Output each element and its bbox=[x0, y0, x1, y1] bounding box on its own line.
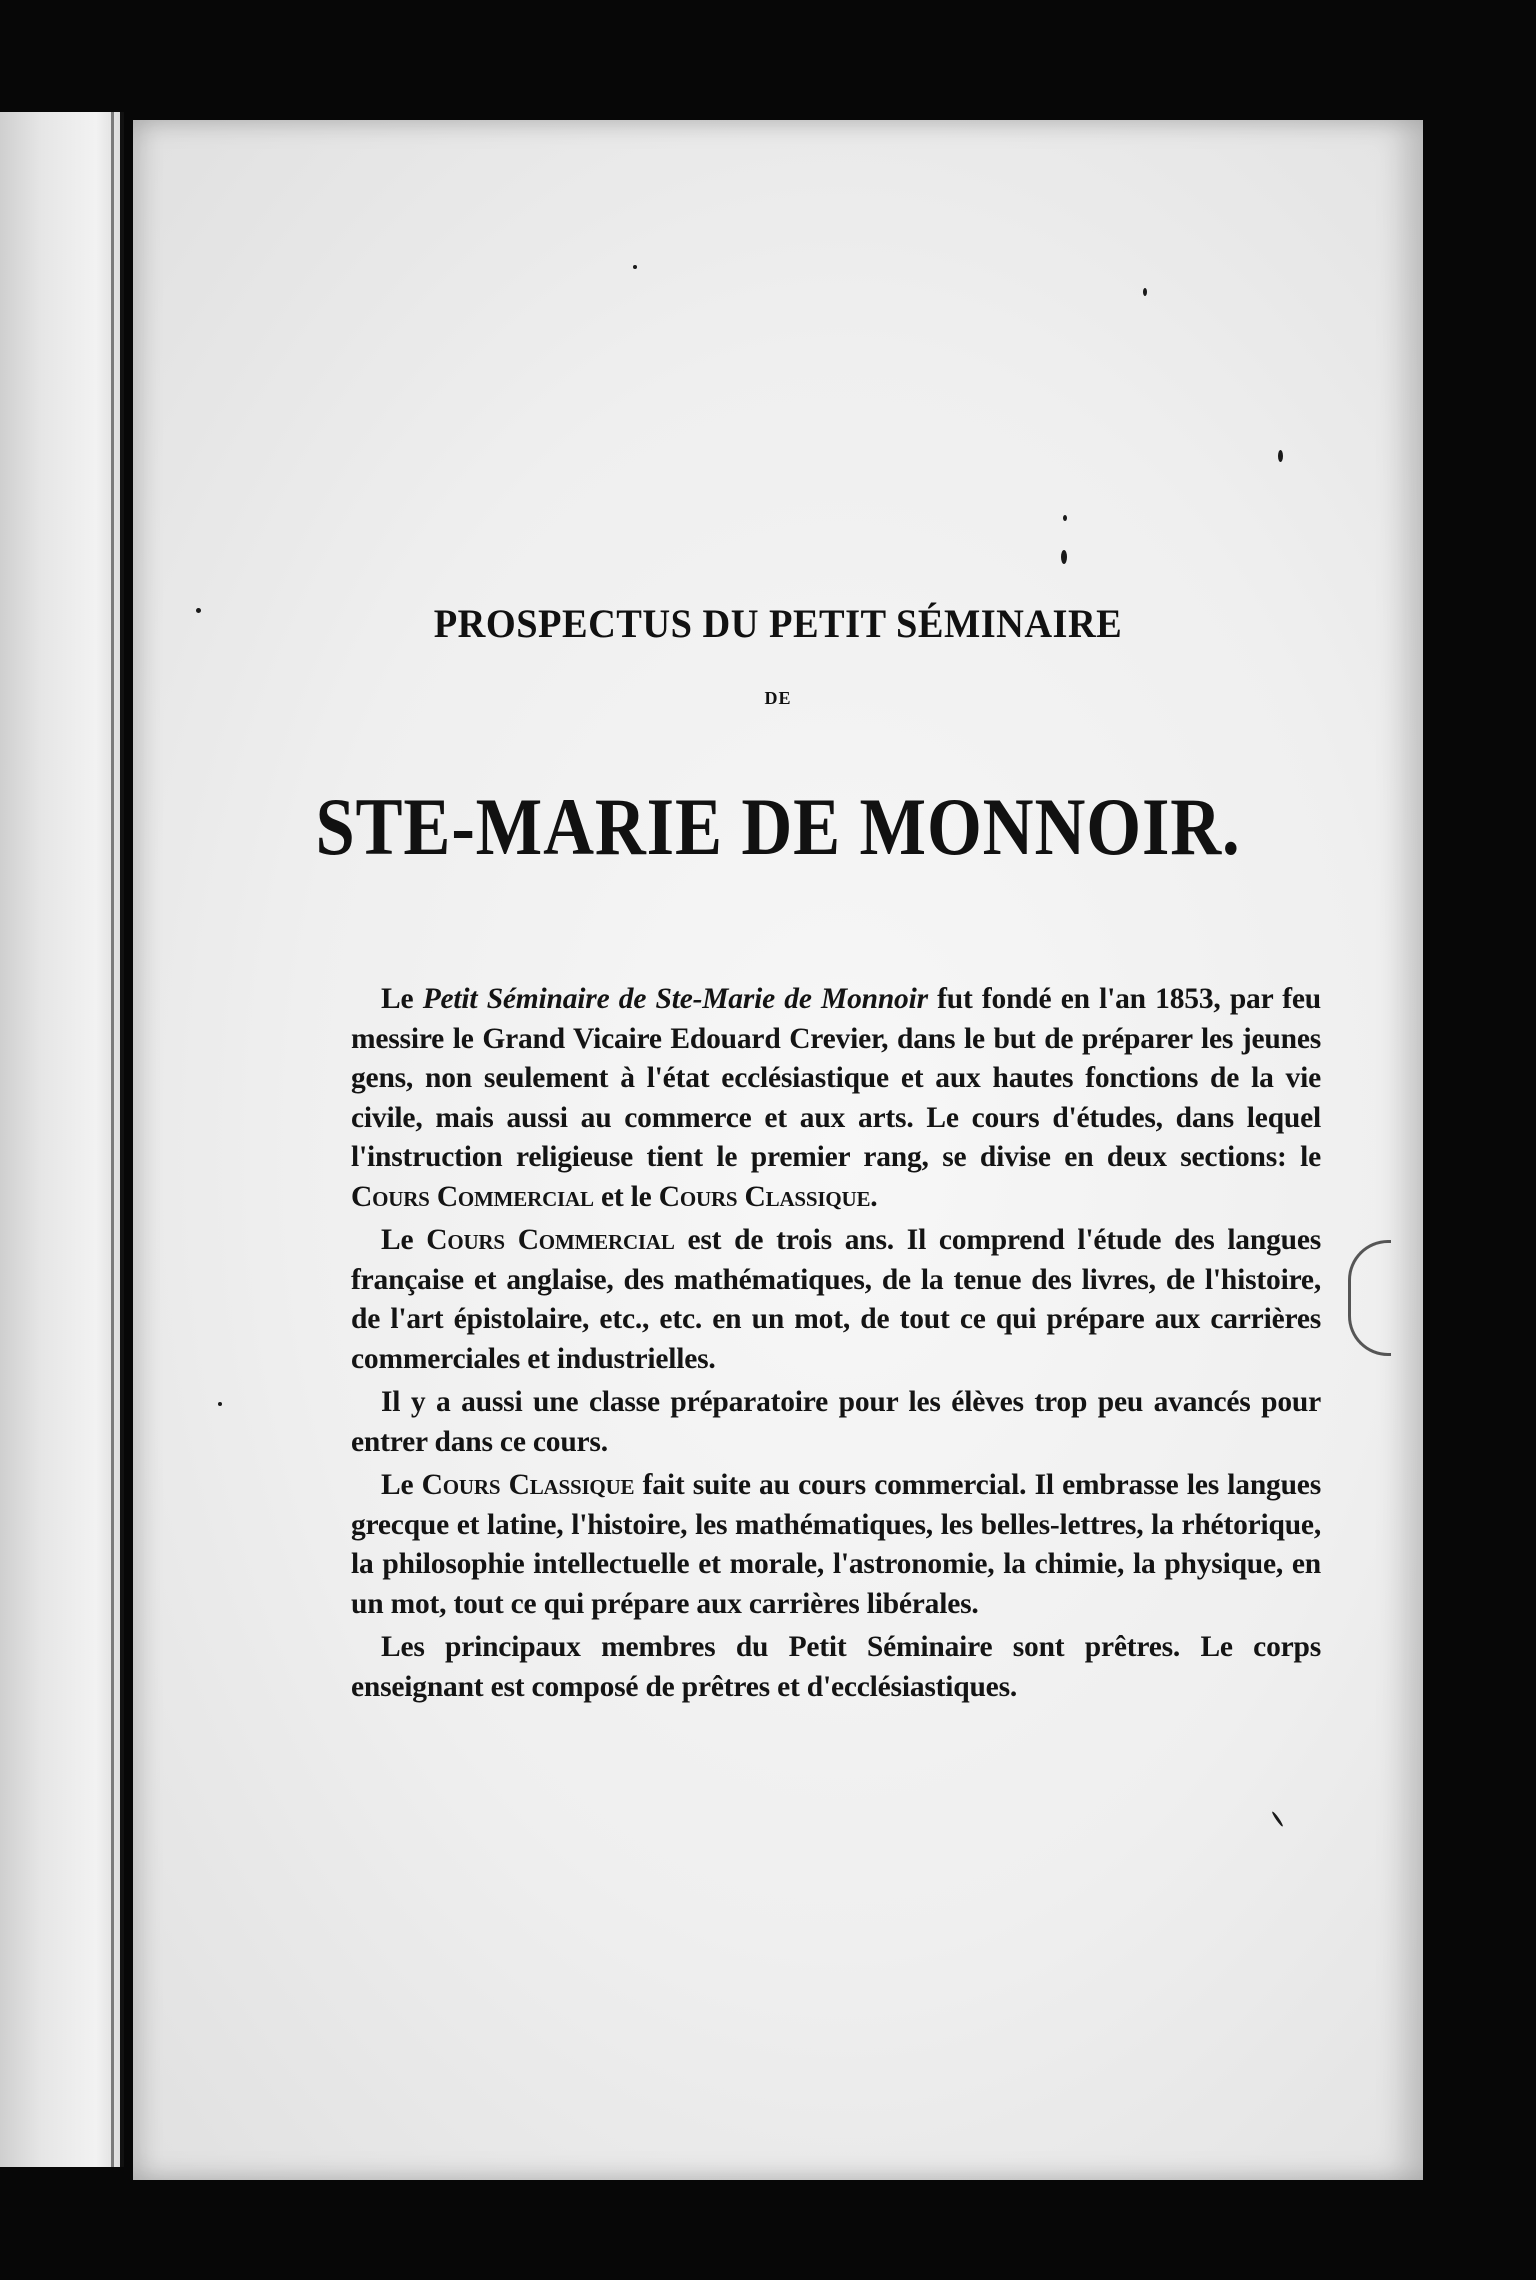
dust-speck bbox=[218, 1402, 222, 1406]
paragraph-commercial bbox=[351, 1221, 1321, 1379]
paragraph-preparatory bbox=[351, 1383, 1321, 1462]
course-name-commercial: Cours Commercial bbox=[426, 1224, 675, 1256]
faint-page-mark bbox=[743, 292, 913, 300]
institution-name-italic: Petit Séminaire de Ste-Marie de Monnoir bbox=[422, 983, 928, 1015]
margin-bracket-mark bbox=[1348, 1240, 1391, 1356]
body-text bbox=[351, 980, 1321, 1711]
paragraph-lead: Le bbox=[381, 1469, 422, 1501]
paragraph-founding bbox=[351, 980, 1321, 1217]
page-fold bbox=[111, 112, 114, 2167]
course-name-classique: Cours Classique bbox=[421, 1469, 635, 1501]
document-heading: PROSPECTUS DU PETIT SÉMINAIRE bbox=[433, 601, 1123, 646]
course-name-classique: Cours Classique bbox=[658, 1180, 871, 1213]
dust-speck bbox=[633, 265, 637, 269]
heading-connector: DE bbox=[764, 688, 792, 708]
document-page bbox=[133, 120, 1423, 2180]
paragraph-staff bbox=[351, 1628, 1321, 1707]
paragraph-text: fait suite au cours commercial. Il embrasse les langues grecque et latine, l'histoire, les mathématiques, les belles-lettres, la rhétorique, la philosophie intellectuelle et morale, l'astronomie, la chimie, la physique, en un mot, tout ce qui prépare aux carrières libérales. bbox=[351, 1469, 1321, 1620]
course-name-commercial: Cours Commercial bbox=[351, 1180, 594, 1213]
dust-speck bbox=[196, 608, 201, 613]
paragraph-lead: Le bbox=[381, 1224, 427, 1256]
dust-speck bbox=[1143, 288, 1147, 296]
paragraph-text: et le bbox=[593, 1180, 659, 1213]
paragraph-text: . bbox=[870, 1180, 878, 1213]
paragraph-text: Les principaux membres du Petit Séminaire sont prêtres. Le corps enseignant est composé de prêtres et d'ecclésiastiques. bbox=[351, 1631, 1321, 1703]
dust-speck bbox=[1278, 450, 1283, 462]
dust-speck bbox=[1063, 515, 1067, 521]
dust-speck bbox=[1271, 1811, 1284, 1827]
paragraph-text: fut fondé en l'an 1853, par feu messire le Grand Vicaire Edouard Crevier, dans le but de préparer les jeunes gens, non seulement à l'état ecclésiastique et aux hautes fonctions de la vie civile, mais aussi au commerce et aux arts. Le cours d'études, dans lequel l'instruction religieuse tient le premier rang, se divise en deux sections: le bbox=[351, 983, 1321, 1173]
reverse-side-show-through bbox=[353, 390, 1333, 526]
dust-speck bbox=[1061, 550, 1067, 564]
institution-name: STE-MARIE DE MONNOIR. bbox=[315, 781, 1241, 872]
paragraph-text: est de trois ans. Il comprend l'étude des langues française et anglaise, des mathématiques, de la tenue des livres, de l'histoire, de l'art épistolaire, etc., etc. en un mot, de tout ce qui prépare aux carrières commerciales et industrielles. bbox=[351, 1224, 1321, 1375]
paragraph-classique bbox=[351, 1466, 1321, 1624]
paragraph-lead: Le bbox=[381, 983, 423, 1015]
paragraph-text: Il y a aussi une classe préparatoire pour les élèves trop peu avancés pour entrer dans ce cours. bbox=[351, 1386, 1321, 1458]
facing-page-edge bbox=[0, 112, 124, 2167]
